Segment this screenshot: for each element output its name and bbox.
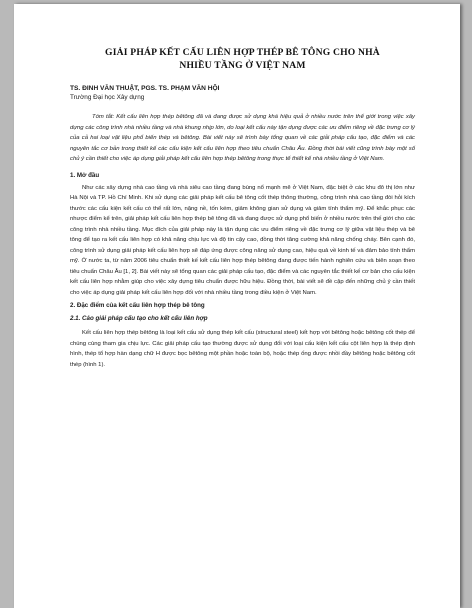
section-2-1-heading: 2.1. Cảo giải pháp cấu tạo cho kết cấu liên hợp	[70, 315, 208, 323]
section-1-paragraph: Như các xây dựng nhà cao tầng và nhà siêu cao tầng đang bùng nổ mạnh mẽ ở Việt Nam, đặc biệt ở các khu đô thị lớn như Hà Nội và TP. Hồ Chí Minh. Khi sử dụng các giải pháp kết cấu bê tông cốt thép thông thường, công trình nhà cao tầng đòi hỏi kích thước các cấu kiện kết cấu có thể rất lớn, nặng nề, tốn kém, giảm không gian sử dụng và giảm tính thẩm mỹ. Để khắc phục các nhược điểm kể trên, giải pháp kết cấu liên hợp thép bê tông đã và đang được sử dụng phổ biến ở nhiều nước trên thế giới cho các công trình nhà nhiều tầng. Mục đích của giải pháp này là tận dụng các ưu điểm riêng về đặc trưng cơ lý giữa vật liệu thép và bê tông để tạo ra kết cấu liên hợp có khả năng chịu lực và độ tin cậy cao, đồng thời tăng cường khả năng chống cháy. Bên cạnh đó, công trình sử dụng giải pháp kết cấu liên hợp sẽ đáp ứng được công năng sử dụng cao, hiệu quả về kinh tế và đảm bảo tính thẩm mỹ. Ở nước ta, từ năm 2006 tiêu chuẩn thiết kế kết cấu liên hợp thép bêtông đang được tiến hành nghiên cứu và biên soạn theo tiêu chuẩn Châu Âu [1, 2]. Bài viết này sẽ tổng quan các giải pháp cấu tạo, đặc điểm và các nguyên tắc thiết kế cơ bản cho cấu kiện kết cấu liên hợp nhằm giúp cho việc xây dựng tiêu chuẩn được hữu hiệu. Đồng thời, bài viết sẽ đề cập đến những chủ ý cần thiết cho việc áp dụng giải pháp kết cấu liên hợp đối với nhà nhiều tầng trong điều kiện ở Việt Nam.	[70, 184, 415, 296]
abstract	[70, 112, 415, 165]
section-1-heading: 1. Mở đầu	[70, 171, 100, 179]
document-page	[14, 4, 460, 608]
section-2-1-paragraph: Kết cấu liên hợp thép bêtông là loại kết cấu sử dụng thép kết cấu (structural steel) kết hợp với bêtông hoặc bêtông cốt thép để chúng cùng tham gia chịu lực. Các giải pháp cấu tạo thường được sử dụng đối với loại cấu kiện kết cấu cột liên hợp là thép định hình, thép tổ hợp hàn dạng chữ H được bọc bêtông một phần hoặc toàn bộ, hoặc thép ống được nhồi đầy bêtông hoặc bêtông cốt thép (hình 1).	[70, 330, 415, 368]
paper-title: GIẢI PHÁP KẾT CẤU LIÊN HỢP THÉP BÊ TÔNG CHO NHÀ NHIỀU TẦNG Ở VIỆT NAM	[105, 47, 380, 71]
abstract-label: Tóm tắt:	[92, 114, 115, 120]
abstract-text: Kết cấu liên hợp thép bêtông đã và đang được sử dụng khá hiệu quả ở nhiều nước trên thế giới trong việc xây dựng các công trình nhà nhiều tầng và nhà khung nhịp lớn, do loại kết cấu này tận dụng được các ưu điểm riêng về đặc trưng cơ lý của cả hai loại vật liệu phổ biến thép và bêtông. Bài viết này sẽ trình bày tổng quan về các giải pháp cấu tạo, đặc điểm và các nguyên tắc cơ bản trong thiết kế các cấu kiện kết cấu liên hợp theo tiêu chuẩn Châu Âu. Đồng thời bài viết cũng trình bày một số chủ ý cần thiết cho việc áp dụng giải pháp kết cấu liên hợp thép bêtông trong thực tế thiết kế nhà nhiều tầng ở Việt Nam.	[70, 114, 415, 163]
paper-authors: TS. ĐINH VĂN THUẬT, PGS. TS. PHẠM VĂN HỘI	[70, 85, 220, 92]
page-content	[70, 46, 415, 373]
paper-affiliation: Trường Đại học Xây dựng	[70, 94, 145, 101]
section-2-heading: 2. Đặc điểm của kết cấu liên hợp thép bê tông	[70, 302, 205, 310]
